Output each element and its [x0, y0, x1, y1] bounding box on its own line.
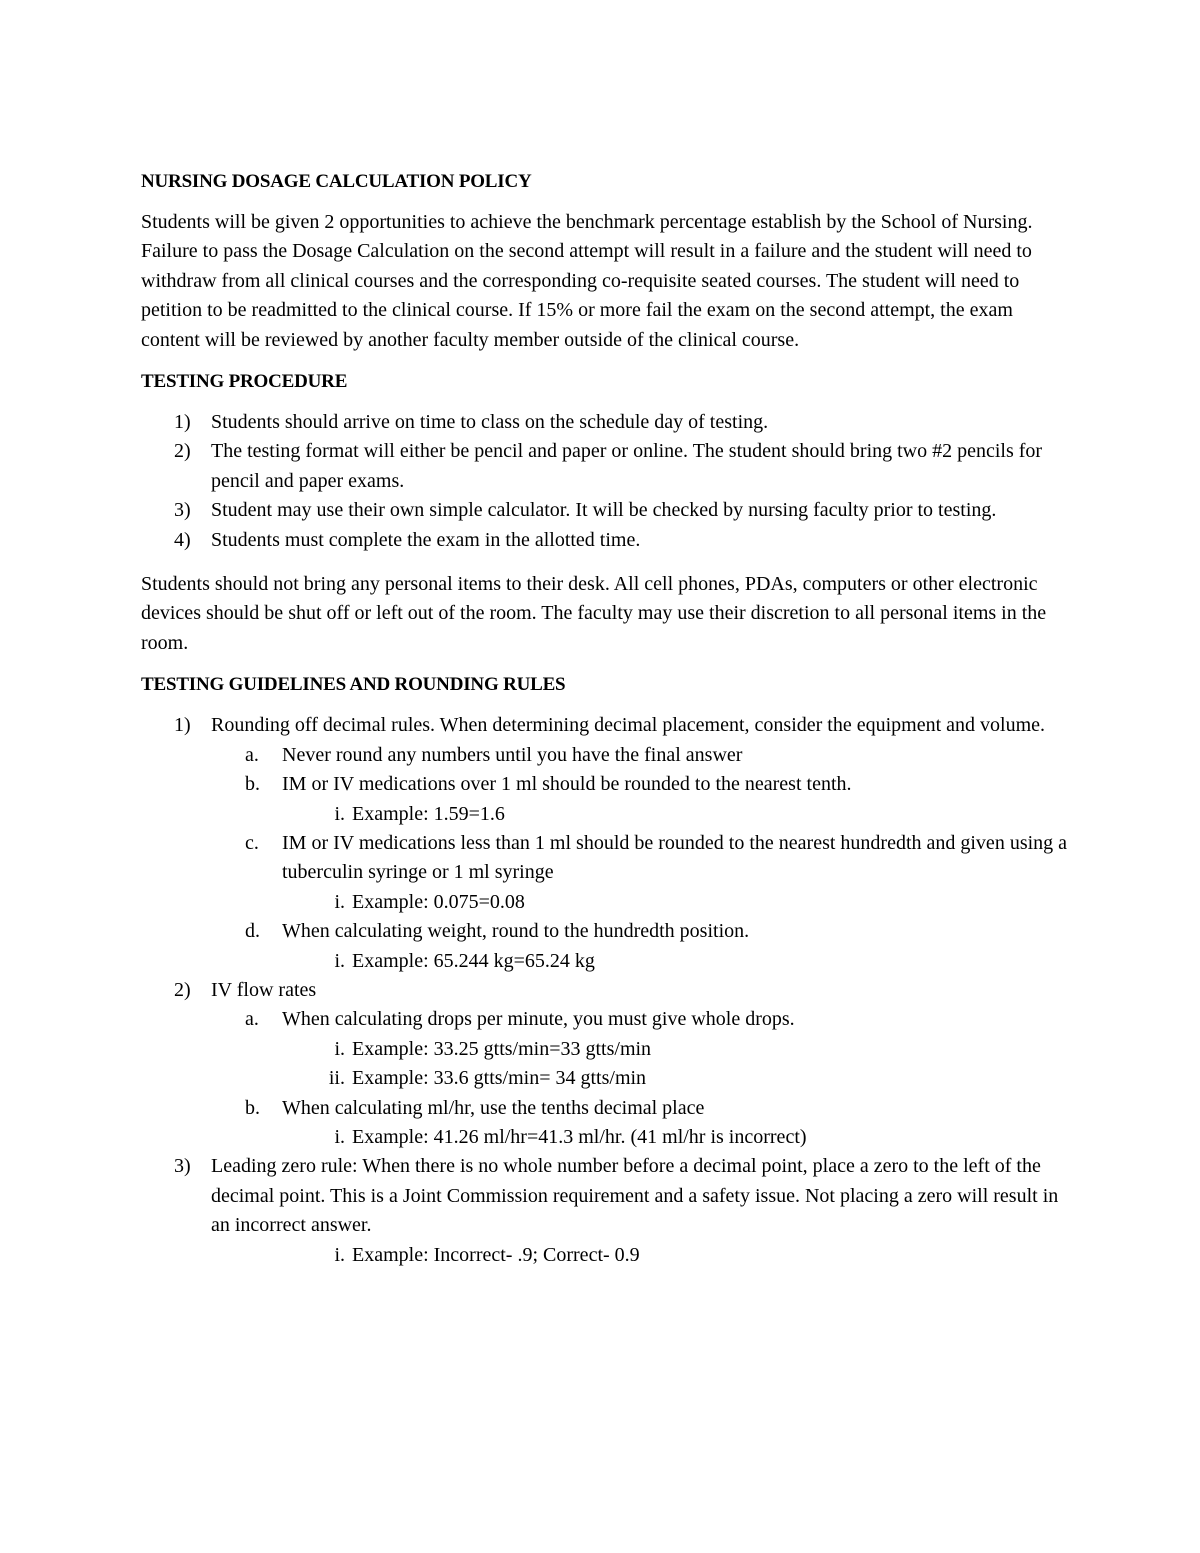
list-marker: 3) [174, 499, 191, 522]
example-text: Example: 1.59=1.6 [352, 802, 505, 825]
list-item-text: Students must complete the exam in the allotted time. [211, 528, 641, 551]
list-marker: b. [245, 773, 260, 796]
guidelines-list [141, 711, 1071, 1270]
document-title: NURSING DOSAGE CALCULATION POLICY [141, 171, 532, 192]
example-text: Example: Incorrect- .9; Correct- 0.9 [352, 1243, 640, 1266]
list-marker: a. [245, 743, 259, 766]
personal-items-paragraph: Students should not bring any personal items to their desk. All cell phones, PDAs, computers or other electronic devices should be shut off or left out of the room. The faculty may use their discretion to all personal items in the room. [141, 573, 1047, 654]
example-item [141, 947, 1071, 976]
list-item [141, 1152, 1071, 1240]
sub-item [141, 1094, 1071, 1123]
procedure-heading: TESTING PROCEDURE [141, 371, 348, 393]
example-text: Example: 0.075=0.08 [352, 890, 525, 913]
list-marker: i. [334, 1243, 345, 1266]
sub-item-text: IM or IV medications less than 1 ml should be rounded to the nearest hundredth and given using a tuberculin syringe or 1 ml syringe [282, 831, 1068, 884]
sub-item [141, 829, 1071, 888]
sub-item [141, 741, 1071, 770]
sub-item [141, 1005, 1071, 1034]
list-item-text: Students should arrive on time to class on the schedule day of testing. [211, 411, 769, 434]
list-marker: 2) [174, 440, 191, 463]
list-marker: a. [245, 1008, 259, 1031]
list-item [141, 408, 1071, 437]
sub-item [141, 917, 1071, 946]
example-item [141, 888, 1071, 917]
list-item-text: The testing format will either be pencil and paper or online. The student should bring two #2 pencils for pencil and paper exams. [211, 440, 1043, 492]
list-marker: 3) [174, 1155, 191, 1178]
list-marker: 1) [174, 714, 191, 737]
list-marker: b. [245, 1096, 260, 1119]
list-marker: 2) [174, 978, 191, 1001]
list-item [141, 711, 1071, 740]
list-item [141, 437, 1071, 496]
example-item [141, 1035, 1071, 1064]
example-text: Example: 41.26 ml/hr=41.3 ml/hr. (41 ml/hr is incorrect) [352, 1125, 807, 1148]
list-marker: i. [334, 1125, 345, 1148]
list-marker: 4) [174, 528, 191, 551]
list-item-text: IV flow rates [211, 978, 317, 1001]
example-item [141, 1123, 1071, 1152]
example-text: Example: 33.25 gtts/min=33 gtts/min [352, 1037, 652, 1060]
sub-item-text: Never round any numbers until you have the final answer [282, 743, 743, 766]
example-item [141, 1241, 1071, 1270]
list-marker: ii. [328, 1067, 345, 1090]
example-text: Example: 65.244 kg=65.24 kg [352, 949, 595, 972]
list-item [141, 976, 1071, 1005]
list-item [141, 526, 1071, 555]
list-marker: i. [334, 949, 345, 972]
guidelines-heading: TESTING GUIDELINES AND ROUNDING RULES [141, 674, 566, 696]
list-marker: 1) [174, 411, 191, 434]
sub-item-text: When calculating ml/hr, use the tenths decimal place [282, 1096, 705, 1119]
list-marker: d. [245, 920, 260, 943]
example-text: Example: 33.6 gtts/min= 34 gtts/min [352, 1067, 647, 1090]
list-item-text: Rounding off decimal rules. When determining decimal placement, consider the equipment and volume. [211, 714, 1046, 737]
list-marker: i. [334, 802, 345, 825]
intro-paragraph: Students will be given 2 opportunities to achieve the benchmark percentage establish by the School of Nursing. Failure to pass the Dosage Calculation on the second attempt will result in a failure and the student will need to withdraw from all clinical courses and the corresponding co-requisite seated courses. The student will need to petition to be readmitted to the clinical course. If 15% or more fail the exam on the second attempt, the exam content will be reviewed by another faculty member outside of the clinical course. [141, 211, 1033, 351]
list-item-text: Leading zero rule: When there is no whole number before a decimal point, place a zero to the left of the decimal point. This is a Joint Commission requirement and a safety issue. Not placing a zero will result in an incorrect answer. [211, 1155, 1059, 1237]
sub-item-text: When calculating drops per minute, you must give whole drops. [282, 1008, 795, 1031]
list-marker: i. [334, 1037, 345, 1060]
example-item [141, 1064, 1071, 1093]
list-item-text: Student may use their own simple calculator. It will be checked by nursing faculty prior to testing. [211, 499, 997, 522]
sub-item-text: When calculating weight, round to the hundredth position. [282, 920, 750, 943]
list-marker: c. [245, 831, 259, 854]
procedure-list [141, 408, 1071, 555]
list-marker: i. [334, 890, 345, 913]
list-item [141, 496, 1071, 525]
document-page [141, 170, 1071, 1285]
sub-item-text: IM or IV medications over 1 ml should be rounded to the nearest tenth. [282, 773, 852, 796]
sub-item [141, 770, 1071, 799]
example-item [141, 800, 1071, 829]
